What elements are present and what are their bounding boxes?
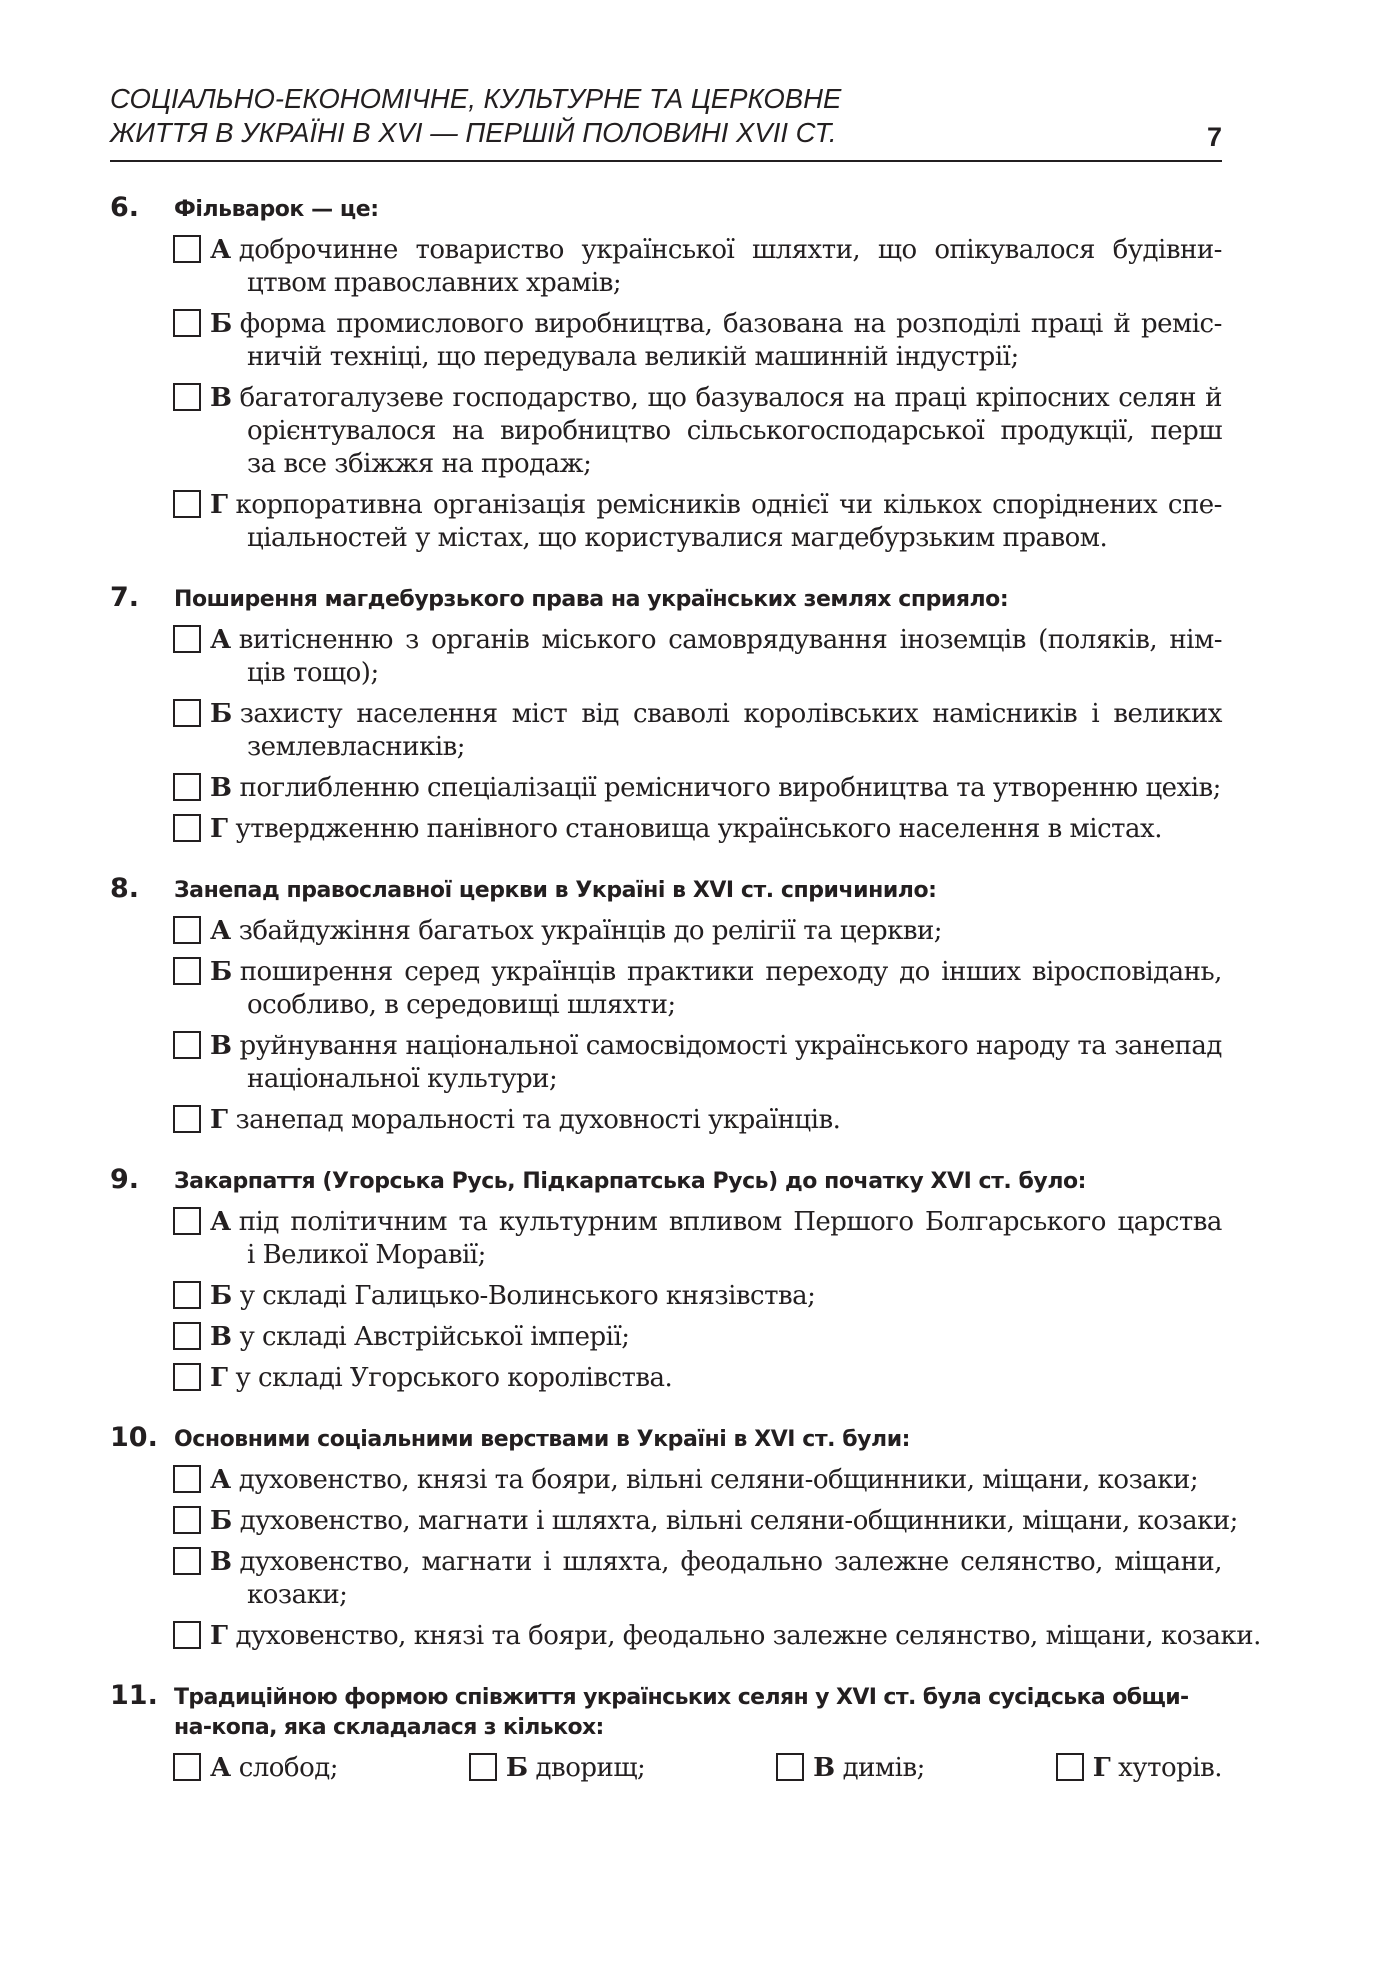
answer-word: розподілі <box>896 309 1021 339</box>
answer-word: українського <box>794 1031 969 1061</box>
answer-word: корпоративна <box>235 490 423 520</box>
answer-line <box>210 234 1222 267</box>
answer-line <box>210 489 1222 522</box>
answer-letter: Б <box>210 309 232 339</box>
answer-text <box>210 1620 1261 1653</box>
answer-option[interactable] <box>173 1546 1222 1612</box>
answer-checkbox[interactable] <box>173 814 201 842</box>
answer-checkbox[interactable] <box>173 1207 201 1235</box>
answer-word: і <box>543 1547 552 1577</box>
answer-line <box>210 1030 1222 1063</box>
answer-line: ничій техніці, що передувала великій машинній індустрії; <box>247 342 1019 372</box>
running-header <box>110 82 1222 150</box>
answer-line: ців тощо); <box>247 658 379 688</box>
answer-word: і <box>1091 699 1100 729</box>
answer-word: (поляків, <box>1038 625 1158 655</box>
answer-word: практики <box>626 957 754 987</box>
question-text: Занепад православної церкви в Україні в XVI ст. спричинило: <box>174 878 937 903</box>
answer-word: будівни- <box>1112 235 1222 265</box>
answer-word: великих <box>1113 699 1222 729</box>
answer-word-group <box>210 1280 815 1313</box>
question-6 <box>110 192 1222 555</box>
answer-line <box>210 772 1222 805</box>
answer-word: духовенство, <box>239 1547 410 1577</box>
answer-word: царства <box>1117 1207 1222 1237</box>
answer-word: виробництва, <box>534 309 713 339</box>
answer-text <box>210 1752 338 1785</box>
answer-line <box>210 813 1222 846</box>
answer-checkbox[interactable] <box>173 1621 201 1649</box>
answer-word: віросповідань, <box>1031 957 1222 987</box>
answer-line: ціальностей у містах, що користувалися магдебурзьким правом. <box>247 523 1108 553</box>
answer-word-group <box>210 772 1221 805</box>
answer-line-text: слобод; <box>238 1753 338 1783</box>
answer-letter: Г <box>210 490 228 520</box>
answer-line-text: димів; <box>842 1753 925 1783</box>
answer-line-text: духовенство, князі та бояри, вільні селяни-общинники, міщани, козаки; <box>238 1465 1199 1495</box>
answer-checkbox[interactable] <box>173 1281 201 1309</box>
answer-line: національної культури; <box>247 1064 558 1094</box>
answer-word: королівських <box>743 699 919 729</box>
answer-word: селянство, <box>960 1547 1103 1577</box>
answer-line-text: хуторів. <box>1118 1753 1222 1783</box>
answer-word-group <box>210 1505 1238 1538</box>
question-text: Поширення магдебурзького права на українських землях сприяло: <box>174 587 1009 612</box>
answer-word: й <box>1205 383 1222 413</box>
answer-option[interactable] <box>173 1321 1222 1354</box>
answer-letter: В <box>210 773 232 803</box>
answer-text <box>210 1505 1238 1538</box>
answer-line: землевласників; <box>247 732 466 762</box>
question-text <box>174 1680 1222 1743</box>
answer-line <box>210 1546 1222 1579</box>
answer-letter: Б <box>210 957 232 987</box>
answer-word: на <box>452 416 484 446</box>
answer-letter: В <box>210 383 232 413</box>
answer-option[interactable] <box>173 772 1222 805</box>
answer-option[interactable] <box>173 1464 1222 1497</box>
answer-word: серед <box>404 957 480 987</box>
answer-letter: Б <box>210 699 232 729</box>
answer-checkbox[interactable] <box>173 957 201 985</box>
answer-word: самоврядування <box>668 625 888 655</box>
answer-text <box>210 382 1222 481</box>
answer-line <box>210 698 1222 731</box>
answer-letter: А <box>210 1465 231 1495</box>
answer-checkbox[interactable] <box>173 1506 201 1534</box>
question-11 <box>110 1680 1222 1785</box>
answer-letter: А <box>210 235 231 265</box>
answer-word: впливом <box>668 1207 782 1237</box>
answer-line-text: у складі Австрійської імперії; <box>239 1322 630 1352</box>
answer-checkbox[interactable] <box>173 1465 201 1493</box>
answer-text <box>210 1030 1222 1096</box>
answer-checkbox[interactable] <box>469 1753 497 1781</box>
answer-line: і Великої Моравії; <box>247 1240 486 1270</box>
answer-word: під <box>238 1207 279 1237</box>
answer-checkbox[interactable] <box>173 1031 201 1059</box>
answer-option[interactable] <box>173 489 1222 555</box>
answer-text <box>1093 1752 1222 1785</box>
answer-option[interactable] <box>173 698 1222 764</box>
question-10 <box>110 1422 1261 1653</box>
answer-line <box>210 956 1222 989</box>
answer-word: витісненню <box>238 625 393 655</box>
answer-word: залежне <box>834 1547 949 1577</box>
answer-letter: А <box>210 916 231 946</box>
answer-line-text: духовенство, магнати і шляхта, вільні селяни-общинники, міщани, козаки; <box>239 1506 1238 1536</box>
answer-word: українців <box>491 957 616 987</box>
answer-word: Першого <box>793 1207 914 1237</box>
answer-word: ремісників <box>596 490 741 520</box>
answer-word: на <box>853 383 886 413</box>
answer-word: української <box>581 235 735 265</box>
answer-word-group <box>210 1321 630 1354</box>
question-number: 11. <box>110 1680 158 1711</box>
answer-word: занепад <box>1114 1031 1222 1061</box>
answer-option[interactable] <box>173 1030 1222 1096</box>
answer-line <box>210 1104 1222 1137</box>
answer-word: сільськогосподарської <box>686 416 985 446</box>
question-text: Основними соціальними верствами в Україні в XVI ст. були: <box>174 1427 911 1452</box>
answer-word: культурним <box>498 1207 658 1237</box>
answer-checkbox[interactable] <box>173 773 201 801</box>
answer-line <box>210 624 1222 657</box>
answer-word-group <box>210 382 443 415</box>
answer-word: шляхта, <box>562 1547 669 1577</box>
answer-text <box>210 1321 1222 1354</box>
answer-text <box>210 915 1222 948</box>
answer-word-group <box>210 1464 1198 1497</box>
answer-letter: Г <box>210 814 228 844</box>
question-number: 7. <box>110 582 140 613</box>
answer-option[interactable] <box>173 1752 338 1785</box>
answer-text <box>210 489 1222 555</box>
answer-checkbox[interactable] <box>173 1105 201 1133</box>
answer-line-text: поглибленню спеціалізації ремісничого виробництва та утворенню цехів; <box>239 773 1221 803</box>
answer-letter: Б <box>210 1281 232 1311</box>
answer-word-group <box>210 308 326 341</box>
answer-text <box>210 624 1222 690</box>
answer-word: на <box>853 309 886 339</box>
header-title <box>110 82 1222 150</box>
answer-word: реміс- <box>1140 309 1222 339</box>
question-number: 10. <box>110 1422 158 1453</box>
question-text: Закарпаття (Угорська Русь, Підкарпатська Русь) до початку XVI ст. було: <box>174 1169 1086 1194</box>
answer-option[interactable] <box>173 1620 1261 1653</box>
answer-word: кількох <box>883 490 982 520</box>
answer-text <box>210 1362 1222 1395</box>
answer-text <box>210 956 1222 1022</box>
answer-checkbox[interactable] <box>173 1322 201 1350</box>
answer-word: захисту <box>239 699 343 729</box>
answer-letter: В <box>210 1031 232 1061</box>
header-title-line-2: ЖИТТЯ В УКРАЇНІ В XVI — ПЕРШІЙ ПОЛОВИНІ XVII СТ. <box>110 117 837 148</box>
answer-checkbox[interactable] <box>173 309 201 337</box>
answer-text <box>506 1752 645 1785</box>
answer-line <box>210 1505 1238 1538</box>
answer-word: Болгарського <box>925 1207 1106 1237</box>
answer-letter: Б <box>505 1753 528 1783</box>
answer-line-text: утвердженню панівного становища українського населення в містах. <box>235 814 1162 844</box>
answer-word: кріпосних <box>975 383 1110 413</box>
answer-letter: Г <box>210 1621 228 1651</box>
answer-checkbox[interactable] <box>173 916 201 944</box>
answer-word: магнати <box>421 1547 532 1577</box>
page-number: 7 <box>1206 122 1222 152</box>
answer-line <box>210 1206 1222 1239</box>
answer-word: організація <box>433 490 586 520</box>
answer-word: та <box>1077 1031 1107 1061</box>
question-text-line: Традиційною формою співжиття українських селян у XVI ст. була сусідська общи- <box>174 1685 1189 1710</box>
answer-word: народу <box>976 1031 1070 1061</box>
answer-word: національної <box>405 1031 578 1061</box>
answer-word: феодально <box>680 1547 823 1577</box>
answer-word: з <box>405 625 419 655</box>
answer-word: продукції, <box>1000 416 1135 446</box>
answer-line-text: у складі Угорського королівства. <box>235 1363 673 1393</box>
answer-line-text: духовенство, князі та бояри, феодально залежне селянство, міщани, козаки. <box>235 1621 1261 1651</box>
answer-text <box>210 1546 1222 1612</box>
answer-option[interactable] <box>173 1104 1222 1137</box>
answer-checkbox[interactable] <box>173 235 201 263</box>
answer-word: промислового <box>336 309 524 339</box>
answer-word: самосвідомості <box>585 1031 787 1061</box>
answer-word-group <box>210 1104 840 1137</box>
answer-word: органів <box>431 625 530 655</box>
answer-text <box>210 772 1222 805</box>
question-text-line: на-копа, яка складалася з кількох: <box>174 1715 604 1740</box>
answer-word: інших <box>941 957 1021 987</box>
answer-option[interactable] <box>173 624 1222 690</box>
question-7 <box>110 582 1222 846</box>
answer-text <box>813 1752 925 1785</box>
answer-word-group <box>210 813 1162 846</box>
answer-line <box>210 1464 1222 1497</box>
answer-text <box>210 234 1222 300</box>
answer-text <box>210 1104 1222 1137</box>
question-number: 6. <box>110 192 140 223</box>
answer-line <box>210 1620 1261 1653</box>
answer-option[interactable] <box>173 382 1222 481</box>
answer-word: господарство, <box>452 383 639 413</box>
question-number: 8. <box>110 873 140 904</box>
question-8 <box>110 873 1222 1137</box>
answer-option[interactable] <box>776 1752 925 1785</box>
header-title-line-1: СОЦІАЛЬНО-ЕКОНОМІЧНЕ, КУЛЬТУРНЕ ТА ЦЕРКОВНЕ <box>110 83 842 114</box>
answer-text <box>210 813 1222 846</box>
answer-line-text: дворищ; <box>535 1753 646 1783</box>
answer-word: орієнтувалося <box>247 416 436 446</box>
question-9 <box>110 1164 1222 1395</box>
answer-word: праці <box>894 383 967 413</box>
answer-line <box>210 1321 1222 1354</box>
answer-checkbox[interactable] <box>1056 1753 1084 1781</box>
answer-letter: Г <box>210 1363 228 1393</box>
answer-word: шляхти, <box>751 235 861 265</box>
answer-checkbox[interactable] <box>776 1753 804 1781</box>
answer-word: базувалося <box>695 383 845 413</box>
answer-text <box>210 1464 1222 1497</box>
answer-word: товариство <box>415 235 564 265</box>
answer-checkbox[interactable] <box>173 1363 201 1391</box>
question-number: 9. <box>110 1164 140 1195</box>
answer-option[interactable] <box>173 1206 1222 1272</box>
answer-word-group <box>210 956 393 989</box>
answer-word-group <box>210 1620 1261 1653</box>
answer-option[interactable] <box>1056 1752 1222 1785</box>
answer-checkbox[interactable] <box>173 625 201 653</box>
answer-word-group <box>210 1030 398 1063</box>
answer-word: форма <box>239 309 326 339</box>
answer-word: опікувалося <box>934 235 1095 265</box>
answer-letter: В <box>210 1547 232 1577</box>
answer-word: переходу <box>765 957 888 987</box>
answer-line <box>210 415 1222 448</box>
answer-option[interactable] <box>173 1362 1222 1395</box>
answer-word: іноземців <box>899 625 1026 655</box>
answer-line: цтвом православних храмів; <box>247 268 622 298</box>
answer-word: багатогалузеве <box>239 383 444 413</box>
answer-word: поширення <box>239 957 393 987</box>
answer-word: міського <box>541 625 656 655</box>
answer-word-group <box>210 698 342 731</box>
answer-word: споріднених <box>992 490 1158 520</box>
answer-line-text: збайдужіння багатьох українців до релігії та церкви; <box>238 916 943 946</box>
answer-line: козаки; <box>247 1580 348 1610</box>
answer-word: що <box>877 235 917 265</box>
answer-word: до <box>899 957 930 987</box>
inline-answer-options <box>173 1752 1222 1785</box>
answer-word-group <box>210 1206 279 1239</box>
answer-line <box>210 1362 1222 1395</box>
answer-word-group <box>210 624 393 657</box>
answer-word-group <box>210 489 422 522</box>
answer-word-group <box>210 1546 410 1579</box>
answer-option[interactable] <box>173 956 1222 1022</box>
answer-word: та <box>458 1207 488 1237</box>
answer-word: руйнування <box>239 1031 398 1061</box>
answer-line <box>210 1280 1222 1313</box>
answer-word: однієї <box>751 490 829 520</box>
answer-letter: В <box>813 1753 835 1783</box>
answer-text <box>210 1280 1222 1313</box>
answer-letter: А <box>210 1207 231 1237</box>
answer-word: сваволі <box>633 699 730 729</box>
answer-word-group <box>210 1362 672 1395</box>
answer-word: доброчинне <box>238 235 398 265</box>
answer-letter: В <box>210 1322 232 1352</box>
answer-text <box>210 308 1222 374</box>
answer-letter: Г <box>1092 1753 1111 1783</box>
answer-option[interactable] <box>173 234 1222 300</box>
answer-word: від <box>581 699 619 729</box>
answer-letter: А <box>210 625 231 655</box>
answer-letter: Г <box>210 1105 228 1135</box>
answer-word: політичним <box>290 1207 447 1237</box>
answer-word: намісників <box>932 699 1078 729</box>
answer-text <box>210 698 1222 764</box>
answer-line-text: у складі Галицько-Волинського князівства; <box>239 1281 816 1311</box>
answer-line: особливо, в середовищі шляхти; <box>247 990 676 1020</box>
answer-line <box>210 915 1222 948</box>
question-text: Фільварок — це: <box>174 197 379 222</box>
answer-word: міст <box>511 699 568 729</box>
answer-option[interactable] <box>173 915 1222 948</box>
answer-word: міщани, <box>1114 1547 1222 1577</box>
answer-option[interactable] <box>469 1752 645 1785</box>
answer-word-group <box>210 234 398 267</box>
answer-option[interactable] <box>173 308 1222 374</box>
answer-line <box>210 308 1222 341</box>
answer-word: виробництво <box>500 416 671 446</box>
question-list <box>110 192 1261 1812</box>
answer-word: селян <box>1118 383 1196 413</box>
answer-word: нім- <box>1169 625 1222 655</box>
answer-word: населення <box>356 699 498 729</box>
answer-word: спе- <box>1167 490 1222 520</box>
answer-option[interactable] <box>173 1505 1238 1538</box>
answer-letter: А <box>210 1753 231 1783</box>
answer-checkbox[interactable] <box>173 383 201 411</box>
answer-checkbox[interactable] <box>173 1547 201 1575</box>
answer-line: за все збіжжя на продаж; <box>247 449 592 479</box>
answer-word: чи <box>838 490 873 520</box>
answer-line-text: занепад моральності та духовності українців. <box>235 1105 841 1135</box>
answer-word: й <box>1113 309 1131 339</box>
answer-word: праці <box>1030 309 1103 339</box>
answer-option[interactable] <box>173 1280 1222 1313</box>
answer-checkbox[interactable] <box>173 699 201 727</box>
answer-word: перш <box>1150 416 1222 446</box>
answer-checkbox[interactable] <box>173 1753 201 1781</box>
answer-text <box>210 1206 1222 1272</box>
answer-checkbox[interactable] <box>173 490 201 518</box>
answer-letter: Б <box>210 1506 232 1536</box>
answer-line <box>210 382 1222 415</box>
answer-option[interactable] <box>173 813 1222 846</box>
answer-word: що <box>647 383 687 413</box>
answer-word-group <box>210 915 942 948</box>
header-divider <box>110 160 1222 162</box>
answer-word: базована <box>723 309 844 339</box>
